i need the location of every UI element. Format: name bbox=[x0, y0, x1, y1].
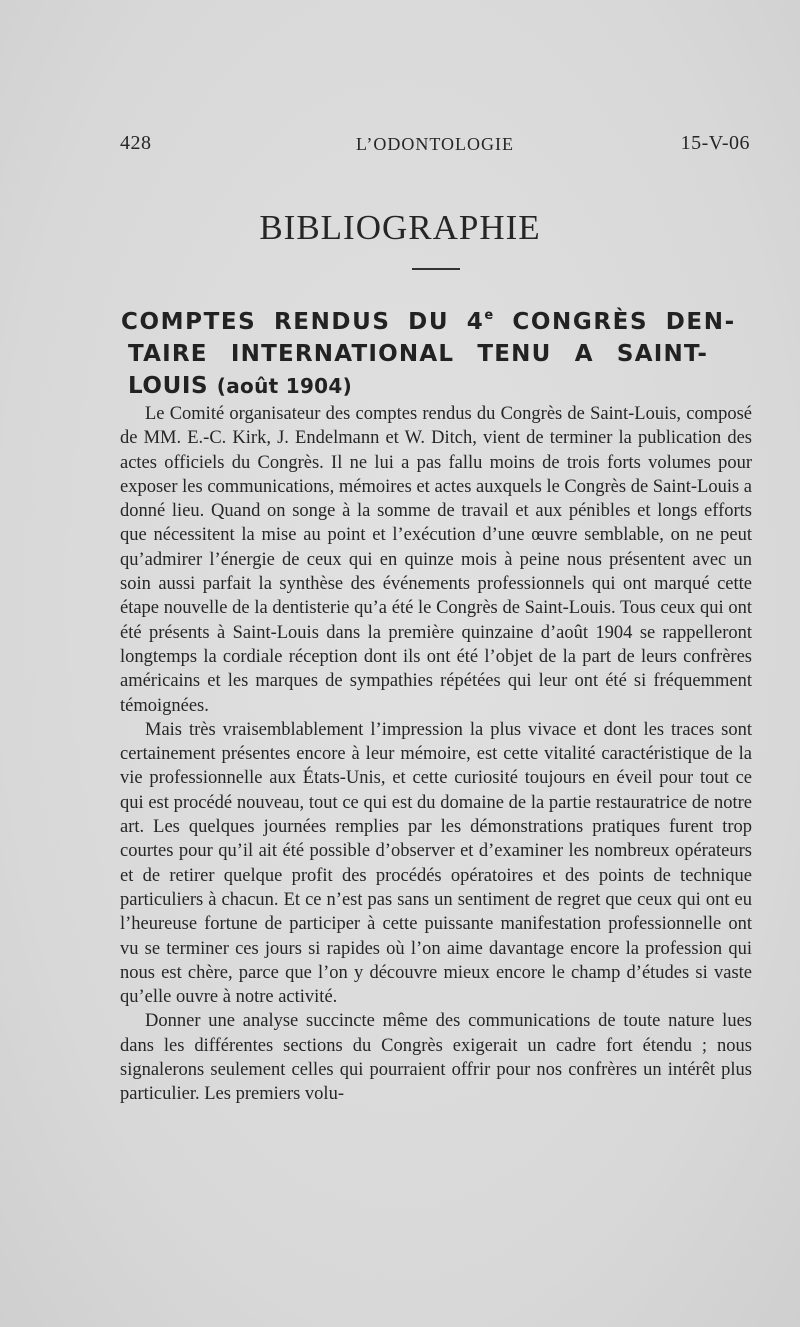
running-head bbox=[120, 132, 750, 162]
issue-date: 15-V-06 bbox=[680, 132, 750, 154]
paragraph: Donner une analyse succincte même des communications de toute nature lues dans les différentes sections du Congrès exigerait un cadre fort étendu ; nous signalerons seulement celles qui pourraient offrir pour nos confrères un intérêt plus particulier. Les premiers volu- bbox=[120, 1011, 752, 1105]
article-title-line-3: LOUIS (août 1904) bbox=[128, 373, 353, 399]
journal-title: L’ODONTOLOGIE bbox=[356, 134, 514, 154]
paragraph: Mais très vraisemblablement l’impression la plus vivace et dont les traces sont certainement présentes encore à leur mémoire, est cette vitalité caractéristique de la vie professionnelle aux États-Unis, et cette curiosité toujours en éveil pour tout ce qui est procédé nouveau, tout ce qui est du domaine de la partie restauratrice de notre art. Les quelques journées remplies par les démonstrations pratiques furent trop courtes pour qu’il ait été possible d’observer et d’examiner les nombreux opérateurs et de retirer quelque profit des procédés opératoires et des points de technique particuliers à chacun. Et ce n’est pas sans un sentiment de regret que ceux qui ont eu l’heureuse fortune de participer à cette puissante manifestation professionnelle ont vu se terminer ces jours si rapides où l’on aime davantage encore la profession qui nous est chère, parce que l’on y découvre mieux encore le champ d’études si vaste qu’elle ouvre à notre activité. bbox=[120, 719, 752, 1008]
article-title-line-2: TAIRE INTERNATIONAL TENU A SAINT- bbox=[128, 341, 709, 367]
article-title-line-1: COMPTES RENDUS DU 4e CONGRÈS DEN- bbox=[121, 308, 736, 335]
paragraph: Le Comité organisateur des comptes rendus du Congrès de Saint-Louis, composé de MM. E.-C. Kirk, J. Endelmann et W. Ditch, vient de terminer la publication des actes officiels du Congrès. Il ne lui a pas fallu moins de trois forts volumes pour exposer les communications, mémoires et actes auxquels le Congrès de Saint-Louis a donné lieu. Quand on songe à la somme de travail et aux pénibles et longs efforts que nécessitent la mise au point et l’exécution d’une œuvre semblable, on ne peut qu’admirer l’énergie de ceux qui en quinze mois à peine nous présentent avec un soin aussi parfait la synthèse des événements professionnels qui ont marqué cette étape nouvelle de la dentisterie qu’a été le Congrès de Saint-Louis. Tous ceux qui ont été présents à Saint-Louis dans la première quinzaine d’août 1904 se rappelleront longtemps la cordiale réception dont ils ont été l’objet de la part de leurs confrères américains et les marques de sympathies répétées qui leur ont été si fréquemment témoignées. bbox=[120, 404, 752, 716]
article-body bbox=[120, 402, 752, 1107]
article-title bbox=[121, 300, 751, 402]
ordinal-superscript: e bbox=[484, 308, 495, 323]
page-number: 428 bbox=[120, 132, 152, 154]
title-divider bbox=[412, 268, 460, 270]
article-date: (août 1904) bbox=[216, 374, 353, 398]
section-title: BIBLIOGRAPHIE bbox=[259, 208, 541, 247]
